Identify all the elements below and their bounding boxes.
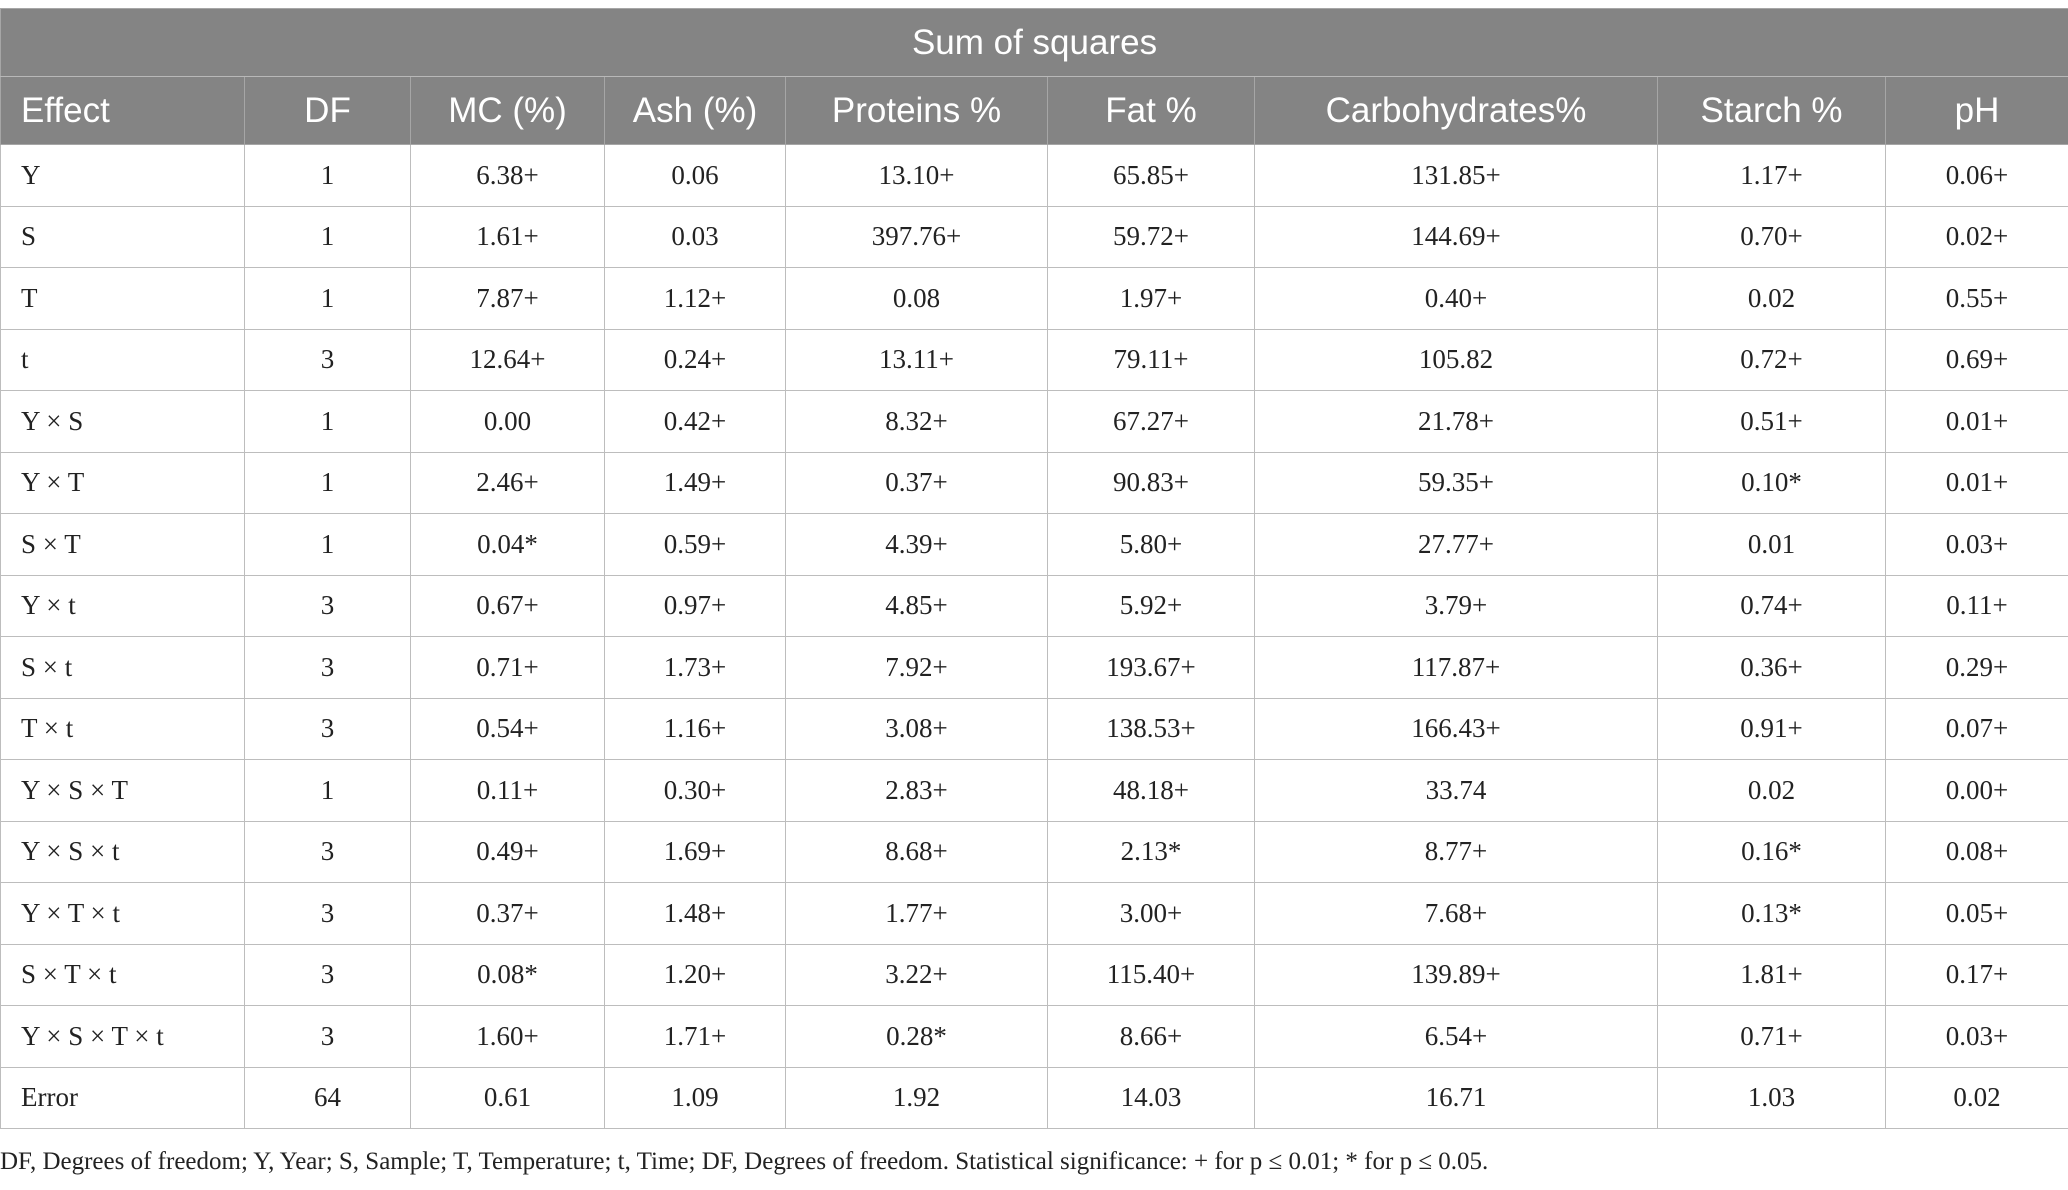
table-row <box>1 698 2068 760</box>
super-header: Sum of squares <box>1 9 2068 77</box>
value-cell: 1 <box>245 391 411 453</box>
effect-cell: S <box>1 206 245 268</box>
value-cell: 0.36+ <box>1658 637 1886 699</box>
value-cell: 0.02 <box>1658 760 1886 822</box>
value-cell: 1 <box>245 452 411 514</box>
value-cell: 1.71+ <box>605 1006 786 1068</box>
value-cell: 0.01 <box>1658 514 1886 576</box>
value-cell: 166.43+ <box>1255 698 1658 760</box>
table-row <box>1 821 2068 883</box>
value-cell: 0.02 <box>1658 268 1886 330</box>
table-row <box>1 452 2068 514</box>
value-cell: 0.28* <box>786 1006 1048 1068</box>
value-cell: 3.08+ <box>786 698 1048 760</box>
value-cell: 33.74 <box>1255 760 1658 822</box>
value-cell: 0.71+ <box>411 637 605 699</box>
table-row <box>1 944 2068 1006</box>
table-row <box>1 883 2068 945</box>
value-cell: 0.00+ <box>1886 760 2068 822</box>
value-cell: 65.85+ <box>1048 145 1255 207</box>
value-cell: 67.27+ <box>1048 391 1255 453</box>
value-cell: 27.77+ <box>1255 514 1658 576</box>
value-cell: 397.76+ <box>786 206 1048 268</box>
value-cell: 193.67+ <box>1048 637 1255 699</box>
value-cell: 1.17+ <box>1658 145 1886 207</box>
anova-table <box>0 8 2068 1129</box>
header-row <box>1 77 2068 145</box>
value-cell: 1 <box>245 206 411 268</box>
effect-cell: S × T × t <box>1 944 245 1006</box>
table-row <box>1 514 2068 576</box>
value-cell: 14.03 <box>1048 1067 1255 1129</box>
table-row <box>1 760 2068 822</box>
column-header: Carbohydrates% <box>1255 77 1658 145</box>
value-cell: 0.17+ <box>1886 944 2068 1006</box>
value-cell: 1.61+ <box>411 206 605 268</box>
value-cell: 0.40+ <box>1255 268 1658 330</box>
value-cell: 2.83+ <box>786 760 1048 822</box>
effect-cell: Y × S × t <box>1 821 245 883</box>
value-cell: 0.03+ <box>1886 1006 2068 1068</box>
value-cell: 16.71 <box>1255 1067 1658 1129</box>
value-cell: 5.80+ <box>1048 514 1255 576</box>
value-cell: 3 <box>245 1006 411 1068</box>
value-cell: 3.22+ <box>786 944 1048 1006</box>
value-cell: 3 <box>245 698 411 760</box>
table-container <box>0 8 2068 1129</box>
effect-cell: Y × S <box>1 391 245 453</box>
value-cell: 21.78+ <box>1255 391 1658 453</box>
value-cell: 8.77+ <box>1255 821 1658 883</box>
value-cell: 0.51+ <box>1658 391 1886 453</box>
value-cell: 59.35+ <box>1255 452 1658 514</box>
super-header-row <box>1 9 2068 77</box>
value-cell: 79.11+ <box>1048 329 1255 391</box>
table-row <box>1 637 2068 699</box>
value-cell: 48.18+ <box>1048 760 1255 822</box>
value-cell: 2.46+ <box>411 452 605 514</box>
table-row <box>1 391 2068 453</box>
effect-cell: S × t <box>1 637 245 699</box>
value-cell: 1.69+ <box>605 821 786 883</box>
value-cell: 1 <box>245 268 411 330</box>
value-cell: 1.09 <box>605 1067 786 1129</box>
value-cell: 0.01+ <box>1886 452 2068 514</box>
value-cell: 12.64+ <box>411 329 605 391</box>
value-cell: 0.37+ <box>786 452 1048 514</box>
value-cell: 1.03 <box>1658 1067 1886 1129</box>
value-cell: 8.68+ <box>786 821 1048 883</box>
value-cell: 0.30+ <box>605 760 786 822</box>
value-cell: 131.85+ <box>1255 145 1658 207</box>
value-cell: 1.49+ <box>605 452 786 514</box>
effect-cell: Y × S × T <box>1 760 245 822</box>
column-header: DF <box>245 77 411 145</box>
value-cell: 144.69+ <box>1255 206 1658 268</box>
value-cell: 0.42+ <box>605 391 786 453</box>
value-cell: 0.74+ <box>1658 575 1886 637</box>
value-cell: 6.54+ <box>1255 1006 1658 1068</box>
value-cell: 1.77+ <box>786 883 1048 945</box>
value-cell: 0.70+ <box>1658 206 1886 268</box>
value-cell: 138.53+ <box>1048 698 1255 760</box>
value-cell: 0.11+ <box>411 760 605 822</box>
table-footnote: DF, Degrees of freedom; Y, Year; S, Sample; T, Temperature; t, Time; DF, Degrees of freedom. Statistical significance: + for p ≤ 0.01; * for p ≤ 0.05. <box>0 1148 1489 1175</box>
value-cell: 0.02 <box>1886 1067 2068 1129</box>
value-cell: 115.40+ <box>1048 944 1255 1006</box>
value-cell: 3.00+ <box>1048 883 1255 945</box>
value-cell: 105.82 <box>1255 329 1658 391</box>
effect-cell: S × T <box>1 514 245 576</box>
table-row <box>1 1006 2068 1068</box>
value-cell: 5.92+ <box>1048 575 1255 637</box>
value-cell: 13.10+ <box>786 145 1048 207</box>
value-cell: 3 <box>245 821 411 883</box>
value-cell: 117.87+ <box>1255 637 1658 699</box>
value-cell: 0.00 <box>411 391 605 453</box>
value-cell: 3.79+ <box>1255 575 1658 637</box>
value-cell: 0.06+ <box>1886 145 2068 207</box>
value-cell: 0.08* <box>411 944 605 1006</box>
value-cell: 0.05+ <box>1886 883 2068 945</box>
value-cell: 3 <box>245 637 411 699</box>
column-header: Effect <box>1 77 245 145</box>
value-cell: 1 <box>245 514 411 576</box>
value-cell: 0.01+ <box>1886 391 2068 453</box>
value-cell: 8.66+ <box>1048 1006 1255 1068</box>
value-cell: 64 <box>245 1067 411 1129</box>
column-header: Fat % <box>1048 77 1255 145</box>
value-cell: 0.08 <box>786 268 1048 330</box>
value-cell: 0.29+ <box>1886 637 2068 699</box>
value-cell: 0.49+ <box>411 821 605 883</box>
value-cell: 139.89+ <box>1255 944 1658 1006</box>
value-cell: 1.20+ <box>605 944 786 1006</box>
column-header: Starch % <box>1658 77 1886 145</box>
value-cell: 0.67+ <box>411 575 605 637</box>
column-header: MC (%) <box>411 77 605 145</box>
value-cell: 0.61 <box>411 1067 605 1129</box>
value-cell: 1 <box>245 145 411 207</box>
value-cell: 0.71+ <box>1658 1006 1886 1068</box>
value-cell: 59.72+ <box>1048 206 1255 268</box>
table-row <box>1 1067 2068 1129</box>
value-cell: 1.97+ <box>1048 268 1255 330</box>
value-cell: 13.11+ <box>786 329 1048 391</box>
value-cell: 3 <box>245 575 411 637</box>
effect-cell: t <box>1 329 245 391</box>
table-row <box>1 329 2068 391</box>
value-cell: 0.37+ <box>411 883 605 945</box>
value-cell: 1.12+ <box>605 268 786 330</box>
value-cell: 1 <box>245 760 411 822</box>
effect-cell: Y × T × t <box>1 883 245 945</box>
value-cell: 2.13* <box>1048 821 1255 883</box>
value-cell: 0.08+ <box>1886 821 2068 883</box>
value-cell: 0.24+ <box>605 329 786 391</box>
value-cell: 3 <box>245 329 411 391</box>
value-cell: 7.87+ <box>411 268 605 330</box>
value-cell: 0.06 <box>605 145 786 207</box>
value-cell: 1.81+ <box>1658 944 1886 1006</box>
value-cell: 1.16+ <box>605 698 786 760</box>
value-cell: 1.48+ <box>605 883 786 945</box>
value-cell: 0.11+ <box>1886 575 2068 637</box>
value-cell: 0.54+ <box>411 698 605 760</box>
value-cell: 0.16* <box>1658 821 1886 883</box>
value-cell: 4.85+ <box>786 575 1048 637</box>
table-row <box>1 145 2068 207</box>
value-cell: 0.03 <box>605 206 786 268</box>
effect-cell: Y × t <box>1 575 245 637</box>
table-row <box>1 268 2068 330</box>
value-cell: 0.04* <box>411 514 605 576</box>
value-cell: 3 <box>245 944 411 1006</box>
value-cell: 7.92+ <box>786 637 1048 699</box>
column-header: Proteins % <box>786 77 1048 145</box>
value-cell: 4.39+ <box>786 514 1048 576</box>
effect-cell: T × t <box>1 698 245 760</box>
table-row <box>1 206 2068 268</box>
value-cell: 0.97+ <box>605 575 786 637</box>
value-cell: 0.02+ <box>1886 206 2068 268</box>
table-body <box>1 145 2068 1129</box>
value-cell: 8.32+ <box>786 391 1048 453</box>
value-cell: 0.59+ <box>605 514 786 576</box>
table-row <box>1 575 2068 637</box>
column-header: Ash (%) <box>605 77 786 145</box>
value-cell: 90.83+ <box>1048 452 1255 514</box>
value-cell: 0.55+ <box>1886 268 2068 330</box>
effect-cell: T <box>1 268 245 330</box>
value-cell: 0.13* <box>1658 883 1886 945</box>
effect-cell: Y × T <box>1 452 245 514</box>
column-header: pH <box>1886 77 2068 145</box>
value-cell: 0.10* <box>1658 452 1886 514</box>
value-cell: 0.69+ <box>1886 329 2068 391</box>
value-cell: 6.38+ <box>411 145 605 207</box>
value-cell: 0.03+ <box>1886 514 2068 576</box>
value-cell: 3 <box>245 883 411 945</box>
effect-cell: Y <box>1 145 245 207</box>
effect-cell: Error <box>1 1067 245 1129</box>
value-cell: 0.91+ <box>1658 698 1886 760</box>
value-cell: 7.68+ <box>1255 883 1658 945</box>
effect-cell: Y × S × T × t <box>1 1006 245 1068</box>
value-cell: 0.07+ <box>1886 698 2068 760</box>
value-cell: 1.92 <box>786 1067 1048 1129</box>
value-cell: 1.73+ <box>605 637 786 699</box>
value-cell: 1.60+ <box>411 1006 605 1068</box>
value-cell: 0.72+ <box>1658 329 1886 391</box>
